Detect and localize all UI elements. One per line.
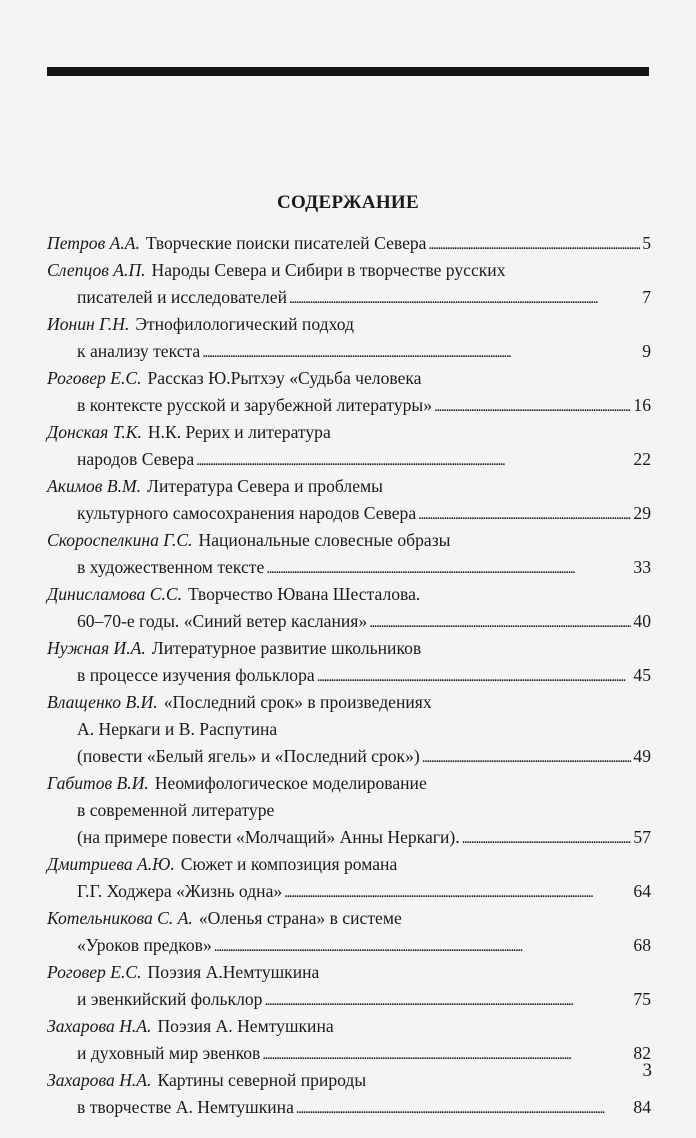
toc-line — [47, 932, 651, 959]
toc-page-number: 33 — [633, 557, 651, 577]
toc-line — [47, 824, 651, 851]
toc-entry — [47, 689, 651, 770]
toc-line — [47, 1067, 651, 1094]
toc-line — [47, 527, 651, 554]
toc-line — [47, 716, 651, 743]
toc-page-number: 75 — [633, 989, 651, 1009]
toc-title-text: Неомифологическое моделирование — [154, 773, 427, 793]
toc-page-number: 5 — [642, 233, 651, 253]
dot-leader — [266, 554, 631, 583]
toc-line — [47, 743, 651, 770]
toc-line — [47, 1094, 651, 1121]
toc-title-text: «Оленья страна» в системе — [198, 908, 402, 928]
toc-author: Захарова Н.А. — [47, 1070, 152, 1090]
toc-author: Котельникова С. А. — [47, 908, 193, 928]
toc-line — [47, 419, 651, 446]
toc-author: Нужная И.А. — [47, 638, 146, 658]
toc-entry — [47, 1013, 651, 1067]
toc-author: Влащенко В.И. — [47, 692, 158, 712]
top-rule — [47, 67, 649, 76]
toc-line — [47, 365, 651, 392]
toc-line — [47, 554, 651, 581]
toc-entry — [47, 230, 651, 257]
toc-author: Слепцов А.П. — [47, 260, 146, 280]
toc-title-text: к анализу текста — [77, 341, 201, 361]
toc-page-number: 16 — [633, 395, 651, 415]
toc-line — [47, 959, 651, 986]
dot-leader — [296, 1094, 632, 1123]
toc-page-number: 68 — [633, 935, 651, 955]
toc-title-text: Н.К. Рерих и литература — [147, 422, 331, 442]
toc-entry — [47, 311, 651, 365]
dot-leader — [289, 284, 640, 313]
toc-line — [47, 1040, 651, 1067]
toc-line — [47, 257, 651, 284]
toc-line — [47, 662, 651, 689]
toc-line — [47, 878, 651, 905]
toc-title-text: в художественном тексте — [77, 557, 265, 577]
toc-author: Габитов В.И. — [47, 773, 149, 793]
toc-entry — [47, 905, 651, 959]
toc-title-text: культурного самосохранения народов Севера — [77, 503, 417, 523]
toc-entry — [47, 959, 651, 1013]
toc-line — [47, 608, 651, 635]
dot-leader — [214, 932, 632, 961]
toc-entry — [47, 851, 651, 905]
toc-title-text: Поэзия А. Немтушкина — [157, 1016, 334, 1036]
toc-title-text: «Уроков предков» — [77, 935, 212, 955]
toc-entry — [47, 473, 651, 527]
toc-line — [47, 797, 651, 824]
toc-line — [47, 635, 651, 662]
toc-title-text: Картины северной природы — [157, 1070, 367, 1090]
toc-line — [47, 311, 651, 338]
contents-title: СОДЕРЖАНИЕ — [277, 192, 419, 213]
toc-title-text: и духовный мир эвенков — [77, 1043, 261, 1063]
toc-title-text: Поэзия А.Немтушкина — [147, 962, 320, 982]
toc-page-number: 9 — [642, 341, 651, 361]
toc-author: Ионин Г.Н. — [47, 314, 130, 334]
toc-line — [47, 473, 651, 500]
toc-title-text: Сюжет и композиция романа — [180, 854, 398, 874]
toc-title-text: Рассказ Ю.Рытхэу «Судьба человека — [147, 368, 422, 388]
toc-line — [47, 338, 651, 365]
toc-title-text: в процессе изучения фольклора — [77, 665, 315, 685]
toc-author: Захарова Н.А. — [47, 1016, 152, 1036]
toc-title-text: А. Неркаги и В. Распутина — [77, 719, 278, 739]
toc-page-number: 7 — [642, 287, 651, 307]
dot-leader — [418, 500, 631, 529]
toc-author: Донская Т.К. — [47, 422, 142, 442]
toc-entry — [47, 527, 651, 581]
toc-author: Роговер Е.С. — [47, 962, 142, 982]
toc-title-text: писателей и исследователей — [77, 287, 287, 307]
toc-title-text: «Последний срок» в произведениях — [163, 692, 432, 712]
toc-line — [47, 446, 651, 473]
dot-leader — [462, 824, 632, 853]
toc-page-number: 84 — [633, 1097, 651, 1117]
toc-page-number: 45 — [633, 665, 651, 685]
toc-page-number: 64 — [633, 881, 651, 901]
toc-author: Акимов В.М. — [47, 476, 142, 496]
dot-leader — [196, 446, 631, 475]
toc-entry — [47, 257, 651, 311]
page-number: 3 — [642, 1060, 652, 1081]
toc-title-text: Творчество Ювана Шесталова. — [188, 584, 421, 604]
dot-leader — [202, 338, 640, 367]
toc-line — [47, 770, 651, 797]
toc-title-text: народов Севера — [77, 449, 195, 469]
toc-title-text: в современной литературе — [77, 800, 275, 820]
toc-entry — [47, 365, 651, 419]
dot-leader — [317, 662, 632, 691]
toc-line — [47, 689, 651, 716]
toc-page-number: 29 — [633, 503, 651, 523]
toc-line — [47, 905, 651, 932]
toc-title-text: в контексте русской и зарубежной литературы» — [77, 395, 433, 415]
dot-leader — [262, 1040, 631, 1069]
toc-line — [47, 284, 651, 311]
dot-leader — [284, 878, 631, 907]
toc-title-text: Народы Севера и Сибири в творчестве русских — [151, 260, 506, 280]
toc-title-text: в творчестве А. Немтушкина — [77, 1097, 294, 1117]
toc-author: Скороспелкина Г.С. — [47, 530, 193, 550]
toc-entry — [47, 770, 651, 851]
toc-line — [47, 1013, 651, 1040]
toc-line — [47, 392, 651, 419]
toc-entry — [47, 1067, 651, 1121]
toc-title-text: Г.Г. Ходжера «Жизнь одна» — [77, 881, 283, 901]
toc-title-text: Этнофилологический подход — [135, 314, 354, 334]
toc-page-number: 40 — [633, 611, 651, 631]
toc-line — [47, 581, 651, 608]
toc-title-text: (на примере повести «Молчащий» Анны Неркаги). — [77, 827, 460, 847]
toc-entry — [47, 635, 651, 689]
toc-title-text: (повести «Белый ягель» и «Последний срок») — [77, 746, 420, 766]
dot-leader — [429, 230, 641, 259]
toc-page-number: 49 — [633, 746, 651, 766]
toc-entry — [47, 419, 651, 473]
toc-title-text: и эвенкийский фольклор — [77, 989, 263, 1009]
toc-line — [47, 500, 651, 527]
toc-title-text: Национальные словесные образы — [198, 530, 451, 550]
toc-line — [47, 851, 651, 878]
toc-author: Петров А.А. — [47, 233, 140, 253]
toc-page-number: 82 — [633, 1043, 651, 1063]
table-of-contents — [47, 230, 651, 1121]
dot-leader — [369, 608, 631, 637]
dot-leader — [434, 392, 631, 421]
toc-page-number: 22 — [633, 449, 651, 469]
toc-title-text: 60–70-е годы. «Синий ветер каслания» — [77, 611, 368, 631]
toc-line — [47, 986, 651, 1013]
toc-entry — [47, 581, 651, 635]
toc-author: Динисламова С.С. — [47, 584, 183, 604]
dot-leader — [264, 986, 631, 1015]
toc-title-text: Литература Севера и проблемы — [147, 476, 383, 496]
toc-author: Роговер Е.С. — [47, 368, 142, 388]
toc-title-text: Творческие поиски писателей Севера — [145, 233, 427, 253]
dot-leader — [422, 743, 632, 772]
toc-author: Дмитриева А.Ю. — [47, 854, 175, 874]
toc-page-number: 57 — [633, 827, 651, 847]
toc-line — [47, 230, 651, 257]
toc-title-text: Литературное развитие школьников — [151, 638, 422, 658]
